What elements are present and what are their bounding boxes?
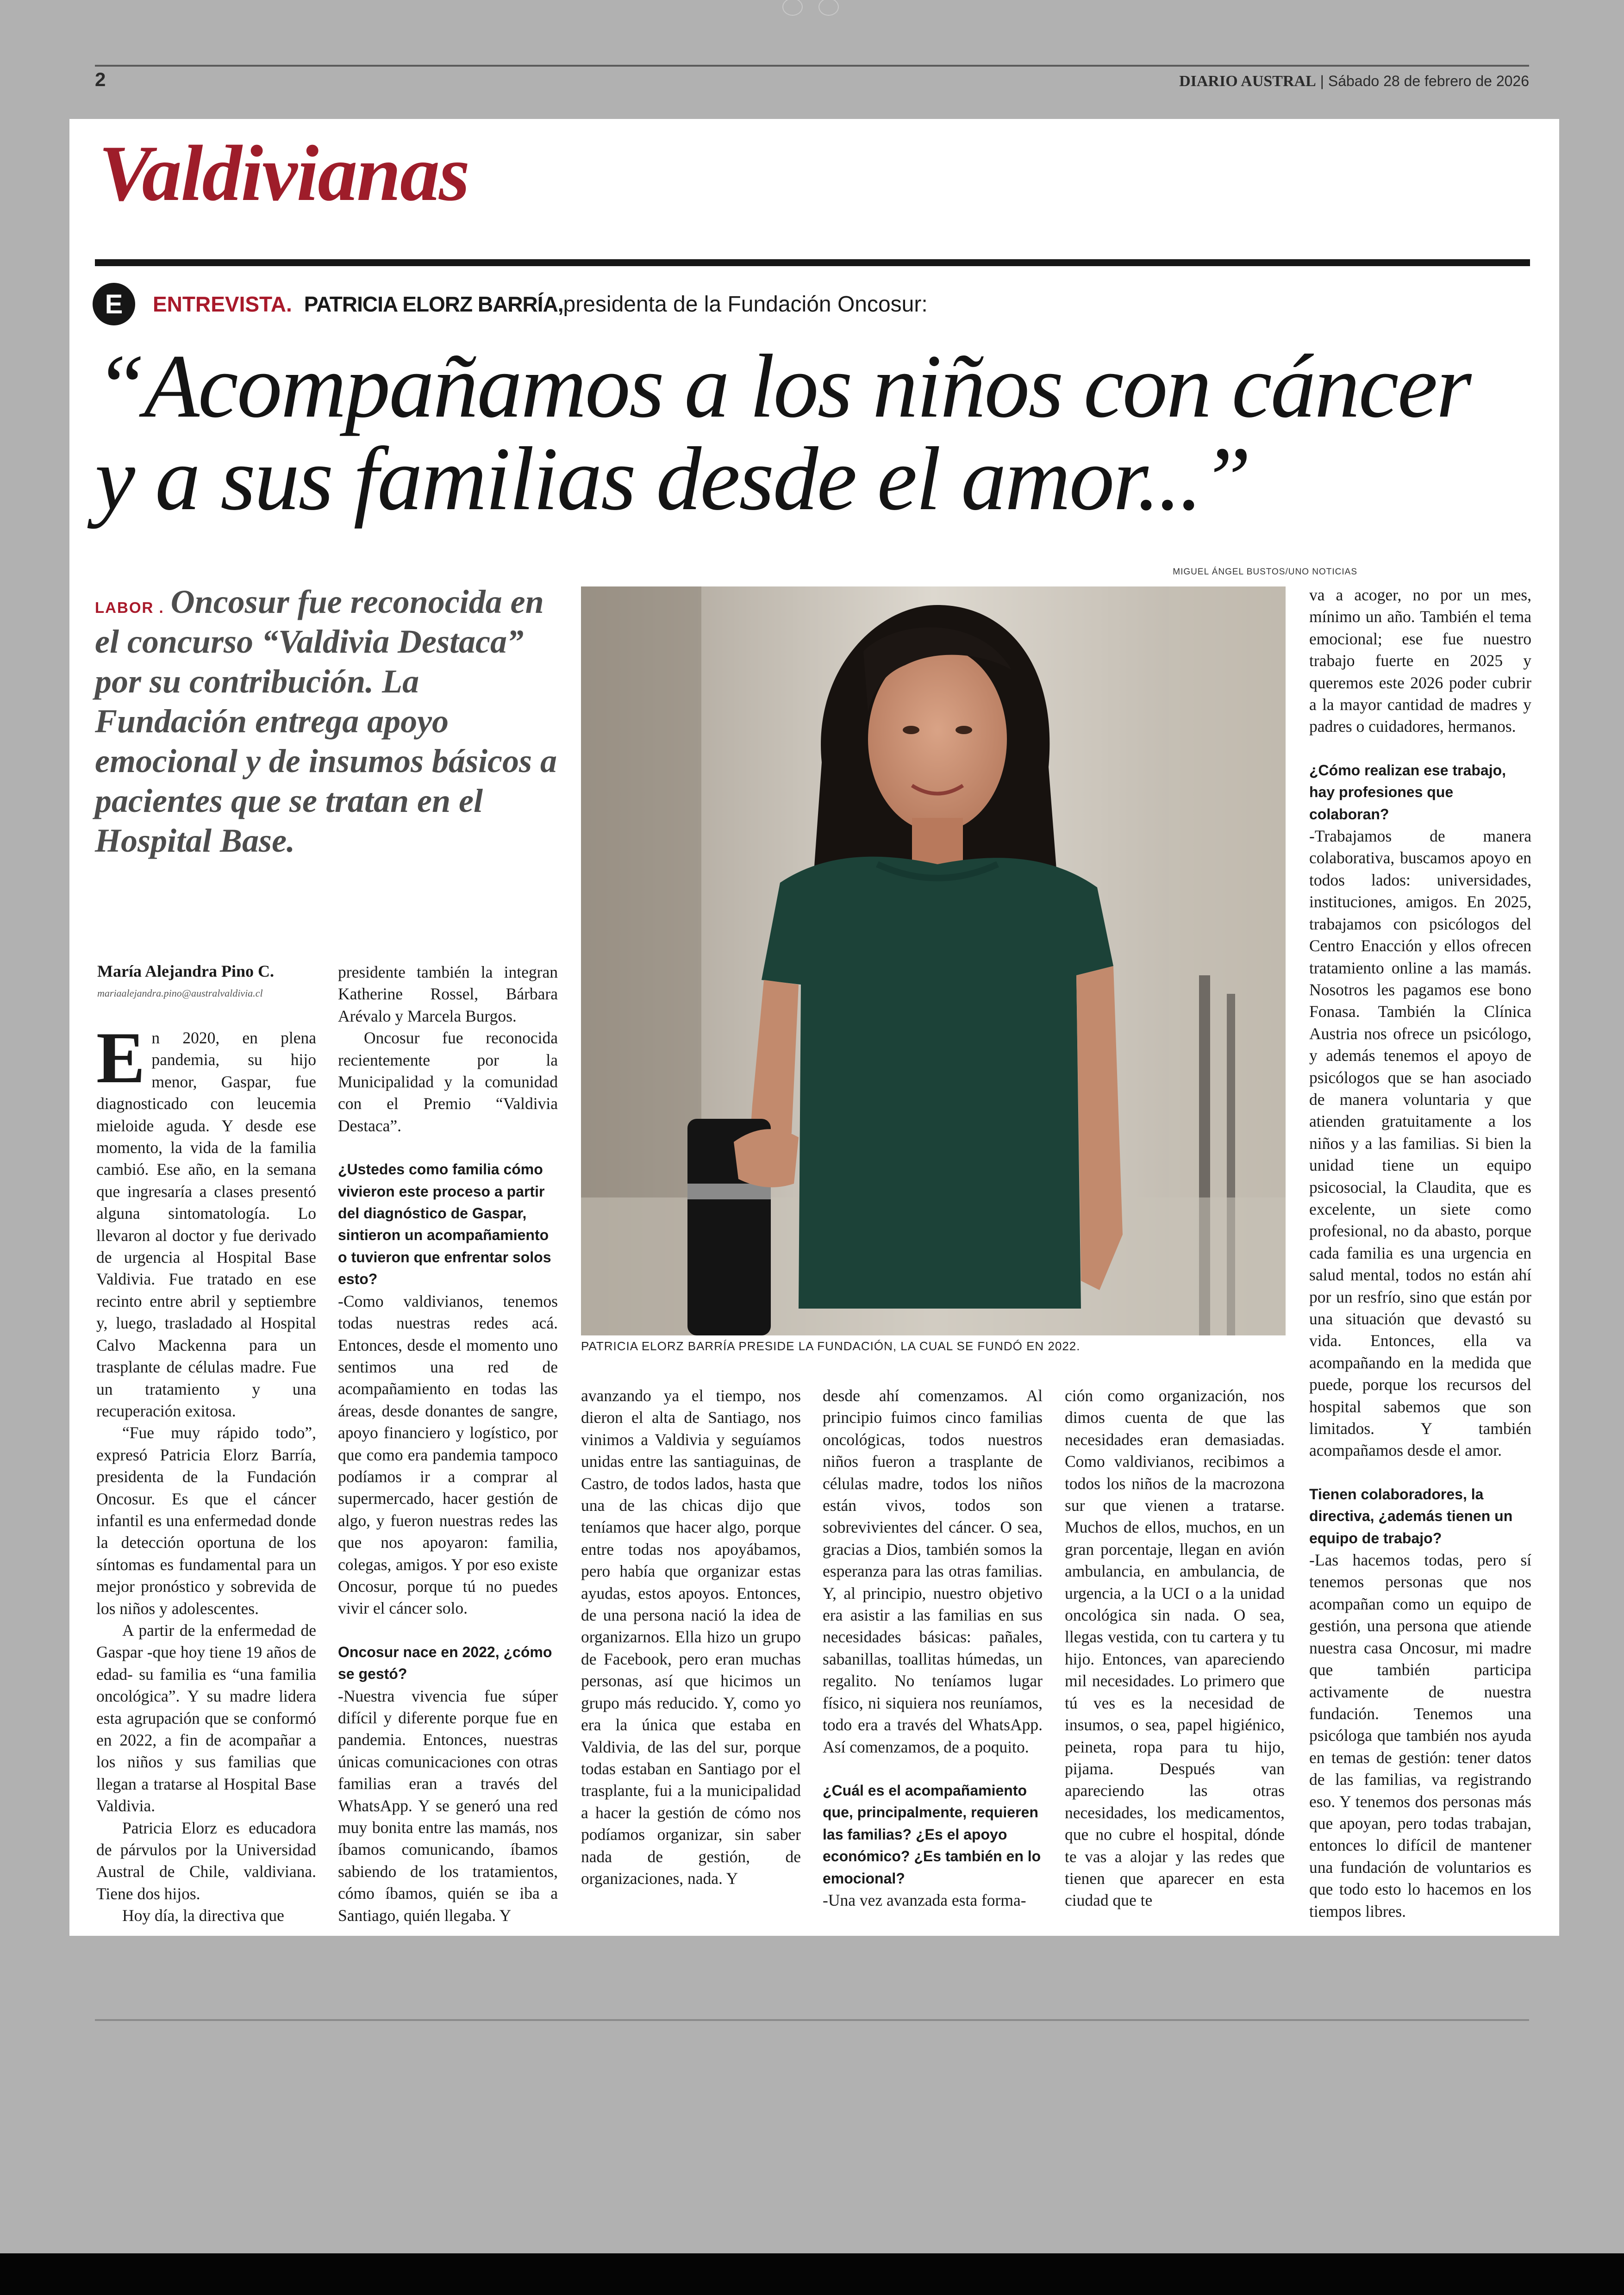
article-column-1 — [96, 1017, 316, 1927]
section-rule — [95, 259, 1530, 266]
interview-question: Oncosur nace en 2022, ¿cómo se gestó? — [338, 1643, 552, 1683]
footer-rule — [95, 2019, 1529, 2021]
kicker-role: presidenta de la Fundación Oncosur: — [563, 292, 928, 317]
viewer-bottom-bar — [0, 2253, 1624, 2295]
kicker — [93, 281, 928, 327]
paragraph: ción como organización, nos dimos cuenta de que las necesidades eran demasiadas. Como valdivianos, recibimos a todos los niños de la macrozona sur que vienen a tratarse. Muchos de ellos, muchos, en un gran porcentaje, llegan en avión ambulancia, en ambulancia, de urgencia, a la UCI o a la unidad oncológica sin nada. O sea, llegas vestida, con tu cartera y tu hijo. Entonces, van apareciendo mil necesidades. Lo primero que tú ves es la necesidad de insumos, o sea, papel higiénico, peineta, ropa para tu hijo, pijama. Después van apareciendo las otras necesidades, los medicamentos, que no cubre el hospital, dónde te vas a alojar y las redes que tienen que aparecer en esta ciudad que te — [1065, 1386, 1285, 1910]
author-email: mariaalejandra.pino@australvaldivia.cl — [97, 987, 263, 999]
paragraph — [96, 1017, 316, 1422]
interview-question: ¿Cómo realizan ese trabajo, hay profesiones que colaboran? — [1309, 761, 1506, 823]
drop-cap: E — [96, 1017, 145, 1098]
interview-answer: -Trabajamos de manera colaborativa, buscamos apoyo en todos lados: universidades, instituciones, amigos. En 2025, trabajamos con psicólogos del Centro Enacción y ellos ofrecen tratamiento online a las mamás. Nosotros les pagamos ese bono Fonasa. También la Clínica Austria nos ofrece un psicólogo, y además tenemos el apoyo de psicólogos que se han asociado de manera voluntaria y que atienden gratuitamente a los niños y a las familias. Si bien la unidad tiene un equipo psicosocial, la Claudita, que es excelente, un siete como profesional, no da abasto, porque cada familia es una urgencia en salud mental, todos no están ahí por un resfrío, sino que están por una situación que devastó su vida. Entonces, ella va acompañando en la medida que puede, porque los recursos del hospital sabemos que son limitados. Y también acompañamos desde el amor. — [1309, 827, 1531, 1460]
article-column-4 — [823, 1385, 1043, 1911]
interview-answer: -Las hacemos todas, pero sí tenemos personas que nos acompañan como un equipo de gestión, una persona que atiende nuestra casa Oncosur, mi madre que también participa activamente de nuestra fundación. Tenemos una psicóloga que también nos ayuda en temas de gestión: tener datos de las familias, va registrando eso. Y tenemos dos personas más que apoyan, pero todas trabajan, entonces lo difícil de mantener una fundación de voluntarios es que todo esto lo hacemos en los tiempos libres. — [1309, 1551, 1531, 1921]
headline-line-1: “Acompañamos a los niños con cáncer — [95, 336, 1470, 437]
page-number: 2 — [95, 69, 106, 90]
interview-answer: -Como valdivianos, tenemos todas nuestras redes acá. Entonces, desde el momento uno sentimos una red de acompañamiento en todas las áreas, desde donantes de sangre, apoyo financiero y logístico, por que como era pandemia tampoco podíamos ir a comprar al supermercado, hacer gestión de algo, y fueron nuestras redes las que nos apoyaron: familia, colegas, amigos. Y por eso existe Oncosur, porque tú no puedes vivir el cáncer solo. — [338, 1291, 558, 1618]
interview-answer: -Una vez avanzada esta forma- — [823, 1890, 1026, 1909]
paragraph: desde ahí comenzamos. Al principio fuimos cinco familias oncológicas, todos nuestros niños fueron a trasplante de células madre, todos los niños están vivos, todos son sobrevivientes del cáncer. O sea, gracias a Dios, también somos la esperanza para las otras familias. Y, al principio, nuestro objetivo era asistir a las familias en sus necesidades básicas: pañales, sabanillas, toallitas húmedas, un regalito. No teníamos lugar físico, ni siquiera nos reuníamos, todo era a través del WhatsApp. Así comenzamos, de a poquito. — [823, 1386, 1043, 1756]
paragraph: “Fue muy rápido todo”, expresó Patricia Elorz Barría, presidenta de la Fundación Oncosur. Es que el cáncer infantil es una enfermedad donde la detección oportuna de los síntomas es fundamental para un mejor pronóstico y sobrevida de los niños y adolescentes. — [96, 1423, 316, 1618]
viewer-page-controls[interactable] — [782, 0, 847, 16]
headline-line-2: y a sus familias desde el amor...” — [95, 429, 1250, 529]
lede — [95, 582, 562, 861]
interview-question: ¿Cuál es el acompañamiento que, principalmente, requieren las familias? ¿Es el apoyo económico? ¿Es también en lo emocional? — [823, 1782, 1041, 1887]
lede-label: LABOR . — [95, 599, 164, 616]
viewer-prev-icon[interactable] — [782, 0, 803, 16]
paragraph: va a acoger, no por un mes, mínimo un año. También el tema emocional; ese fue nuestro trabajo fuerte en 2025 y queremos este 2026 poder cubrir a la mayor cantidad de madres y padres o cuidadores, hermanos. — [1309, 586, 1531, 736]
paragraph: presidente también la integran Katherine Rossel, Bárbara Arévalo y Marcela Burgos. — [338, 963, 558, 1025]
section-title: Valdivianas — [99, 130, 469, 218]
paper-name: DIARIO AUSTRAL — [1179, 73, 1316, 90]
header-rule — [95, 65, 1529, 67]
photo-caption: PATRICIA ELORZ BARRÍA PRESIDE LA FUNDACIÓN, LA CUAL SE FUNDÓ EN 2022. — [581, 1339, 1081, 1353]
viewer-next-icon[interactable] — [818, 0, 839, 16]
article-column-2 — [338, 961, 558, 1927]
headline — [95, 336, 1470, 529]
article-column-3 — [581, 1385, 801, 1890]
interview-question: Tienen colaboradores, la directiva, ¿además tienen un equipo de trabajo? — [1309, 1485, 1513, 1547]
paragraph: avanzando ya el tiempo, nos dieron el alta de Santiago, nos vinimos a Valdivia y seguíamos unidas entre las santiaguinas, de Castro, de todos lados, hasta que una de las chicas dijo que teníamos que hacer algo, porque entre todas nos apoyábamos, pero había que organizar estas ayudas, estos apoyos. Entonces, de una persona nació la idea de organizarnos. Ella hizo un grupo de Facebook, pero eran muchas personas, así que hicimos un grupo más reducido. Y, como yo era la única que estaba en Valdivia, de las del sur, porque todas estaban en Santiago por el trasplante, fui a la municipalidad a hacer la gestión de cómo nos podíamos organizar, sin saber nada de gestión, de organizaciones, nada. Y — [581, 1386, 801, 1888]
article-column-5 — [1065, 1385, 1285, 1912]
portrait-image — [581, 586, 1286, 1335]
interviewee-photo — [581, 586, 1286, 1335]
interview-badge: E — [93, 283, 135, 325]
issue-date: Sábado 28 de febrero de 2026 — [1328, 73, 1529, 89]
photo-credit: MIGUEL ÁNGEL BUSTOS/UNO NOTICIAS — [1173, 567, 1357, 577]
kicker-label: ENTREVISTA. — [153, 292, 292, 316]
interview-question: ¿Ustedes como familia cómo vivieron este proceso a partir del diagnóstico de Gaspar, sintieron un acompañamiento o tuvieron que enfrentar solos esto? — [338, 1161, 551, 1288]
byline — [97, 961, 315, 999]
paragraph: Patricia Elorz es educadora de párvulos por la Universidad Austral de Chile, valdiviana. Tiene dos hijos. — [96, 1818, 316, 1903]
kicker-name: PATRICIA ELORZ BARRÍA, — [304, 292, 563, 316]
author-name: María Alejandra Pino C. — [97, 962, 274, 980]
header-separator: | — [1316, 73, 1328, 89]
article-column-6 — [1309, 584, 1531, 1922]
newspaper-page — [69, 119, 1559, 1936]
lede-text: Oncosur fue reconocida en el concurso “Valdivia Destaca” por su contribución. La Fundación entrega apoyo emocional y de insumos básicos a pacientes que se tratan en el Hospital Base. — [95, 583, 557, 859]
paragraph-text: n 2020, en plena pandemia, su hijo menor, Gaspar, fue diagnosticado con leucemia mieloide aguda. Y desde ese momento, la vida de la familia cambió. Ese año, en la semana que ingresaría a clases presentó alguna sintomatología. Lo llevaron al doctor y fue derivado de urgencia al Hospital Base Valdivia. Fue tratado en ese recinto entre abril y septiembre y, luego, trasladado al Hospital Calvo Mackenna para un trasplante de células madre. Fue un tratamiento y una recuperación exitosa. — [96, 1029, 316, 1420]
paragraph: Oncosur fue reconocida recientemente por la Municipalidad y la comunidad con el Premio “Valdivia Destaca”. — [338, 1029, 558, 1135]
interview-answer: -Nuestra vivencia fue súper difícil y diferente porque fue en pandemia. Entonces, nuestras únicas comunicaciones con otras familias eran a través del WhatsApp. Y se generó una red muy bonita entre las mamás, nos íbamos comunicando, íbamos sabiendo de los tratamientos, cómo íbamos, quién se iba a Santiago, quién llegaba. Y — [338, 1686, 558, 1925]
paragraph: Hoy día, la directiva que — [122, 1906, 284, 1925]
paragraph: A partir de la enfermedad de Gaspar -que hoy tiene 19 años de edad- su familia es “una familia oncológica”. Y su madre lidera esta agrupación que se conformó en 2022, a fin de acompañar a los niños y sus familias que llegan a tratarse al Hospital Base Valdivia. — [96, 1621, 316, 1815]
paper-header — [1179, 73, 1529, 90]
